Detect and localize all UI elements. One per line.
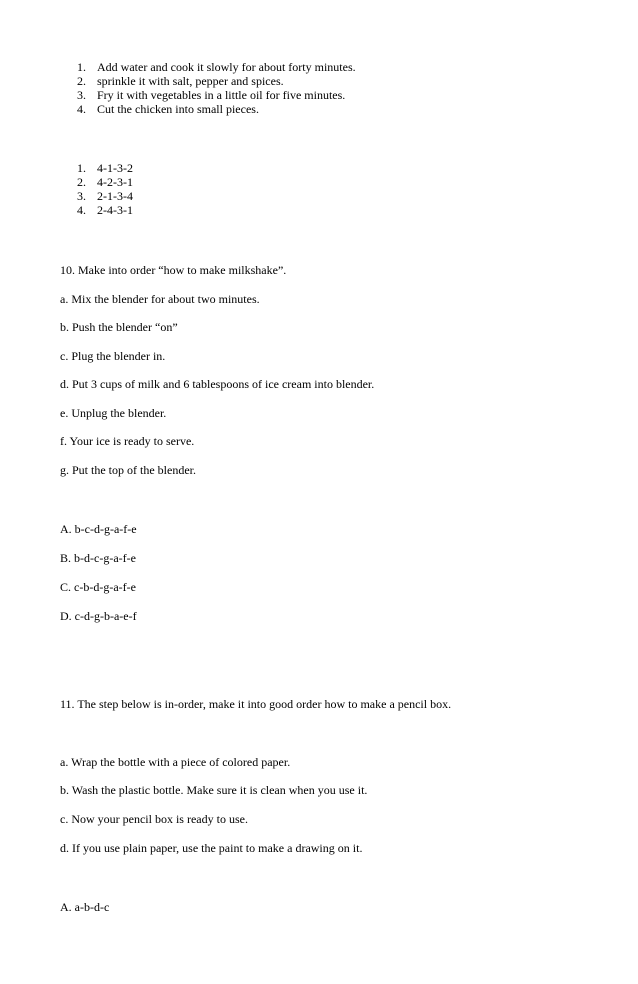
q10-step: c. Plug the blender in. bbox=[60, 349, 166, 363]
q9-option-text: 2-4-3-1 bbox=[97, 203, 133, 217]
q9-step-number: 1. bbox=[77, 60, 86, 74]
q9-step-text: Cut the chicken into small pieces. bbox=[97, 102, 259, 116]
q10-step: g. Put the top of the blender. bbox=[60, 463, 196, 477]
q9-step-text: Add water and cook it slowly for about forty minutes. bbox=[97, 60, 356, 74]
q11-option: A. a-b-d-c bbox=[60, 900, 110, 914]
q10-option: B. b-d-c-g-a-f-e bbox=[60, 551, 136, 565]
q9-option-text: 2-1-3-4 bbox=[97, 189, 133, 203]
q10-question: 10. Make into order “how to make milkshake”. bbox=[60, 263, 287, 277]
q10-step: e. Unplug the blender. bbox=[60, 406, 167, 420]
q10-option: C. c-b-d-g-a-f-e bbox=[60, 580, 136, 594]
q9-option-number: 3. bbox=[77, 189, 86, 203]
q11-step: a. Wrap the bottle with a piece of colored paper. bbox=[60, 755, 291, 769]
q9-option-number: 1. bbox=[77, 161, 86, 175]
q11-question: 11. The step below is in-order, make it into good order how to make a pencil box. bbox=[60, 697, 452, 711]
q10-step: a. Mix the blender for about two minutes. bbox=[60, 292, 260, 306]
q10-step: d. Put 3 cups of milk and 6 tablespoons of ice cream into blender. bbox=[60, 377, 375, 391]
q9-option-number: 2. bbox=[77, 175, 86, 189]
q9-option-text: 4-1-3-2 bbox=[97, 161, 133, 175]
q10-option: A. b-c-d-g-a-f-e bbox=[60, 522, 137, 536]
q10-step: f. Your ice is ready to serve. bbox=[60, 434, 195, 448]
q9-step-text: Fry it with vegetables in a little oil for five minutes. bbox=[97, 88, 346, 102]
q9-step-number: 4. bbox=[77, 102, 86, 116]
q9-step-text: sprinkle it with salt, pepper and spices. bbox=[97, 74, 284, 88]
q11-step: c. Now your pencil box is ready to use. bbox=[60, 812, 248, 826]
q9-step-number: 2. bbox=[77, 74, 86, 88]
q9-option-number: 4. bbox=[77, 203, 86, 217]
q11-step: d. If you use plain paper, use the paint to make a drawing on it. bbox=[60, 841, 363, 855]
q10-option: D. c-d-g-b-a-e-f bbox=[60, 609, 137, 623]
q9-option-text: 4-2-3-1 bbox=[97, 175, 133, 189]
q10-step: b. Push the blender “on” bbox=[60, 320, 178, 334]
q11-step: b. Wash the plastic bottle. Make sure it is clean when you use it. bbox=[60, 783, 368, 797]
q9-step-number: 3. bbox=[77, 88, 86, 102]
